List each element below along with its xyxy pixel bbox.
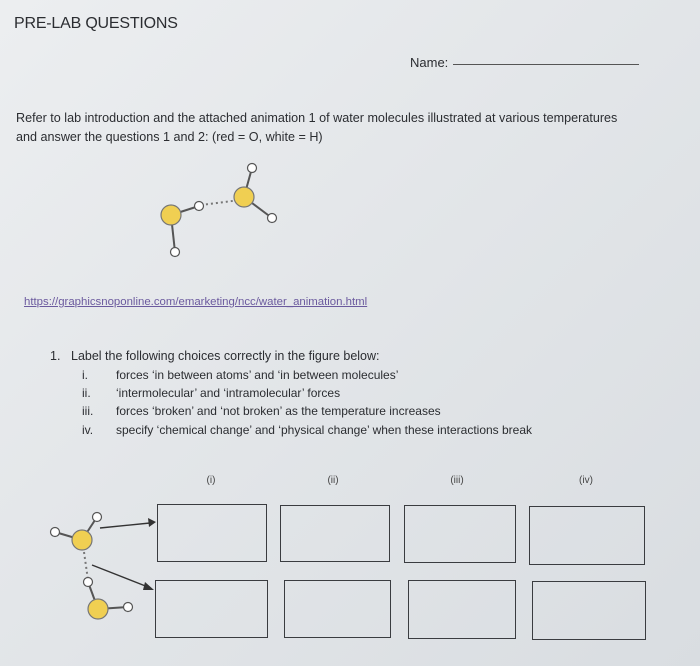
- choice-number: i.: [82, 368, 88, 382]
- pointer-arrows: [92, 518, 156, 590]
- intro-text-line-1: Refer to lab introduction and the attached animation 1 of water molecules illustrated at various temperatures: [16, 111, 618, 125]
- name-label: Name:: [410, 55, 449, 70]
- answer-box-i-bottom[interactable]: [155, 580, 268, 638]
- answer-box-iii-bottom[interactable]: [408, 580, 516, 639]
- answer-box-ii-top[interactable]: [280, 505, 390, 562]
- column-label-ii: (ii): [327, 475, 339, 486]
- molecule-pair-top: [161, 164, 277, 257]
- choice-text: forces ‘in between atoms’ and ‘in between molecules’: [116, 368, 399, 382]
- question-number: 1.: [50, 349, 61, 363]
- choice-text: ‘intermolecular’ and ‘intramolecular’ forces: [116, 386, 341, 400]
- column-label-iii: (iii): [450, 475, 464, 486]
- answer-box-iii-top[interactable]: [404, 505, 516, 563]
- choice-text: specify ‘chemical change’ and ‘physical change’ when these interactions break: [116, 423, 533, 437]
- answer-box-i-top[interactable]: [157, 504, 267, 562]
- question-text: Label the following choices correctly in the figure below:: [71, 349, 380, 363]
- answer-box-ii-bottom[interactable]: [284, 580, 391, 638]
- answer-box-iv-top[interactable]: [529, 506, 645, 565]
- choice-number: iii.: [82, 404, 94, 418]
- answer-box-iv-bottom[interactable]: [532, 581, 646, 640]
- page-title: PRE-LAB QUESTIONS: [14, 15, 178, 32]
- choice-number: ii.: [82, 386, 91, 400]
- intro-text-line-2: and answer the questions 1 and 2: (red = O, white = H): [16, 130, 323, 144]
- choice-text: forces ‘broken’ and ‘not broken’ as the temperature increases: [116, 404, 441, 418]
- choice-number: iv.: [82, 423, 94, 437]
- molecule-pair-bottom: [51, 513, 133, 620]
- column-label-i: (i): [206, 475, 216, 486]
- animation-link[interactable]: https://graphicsnoponline.com/emarketing/ncc/water_animation.html: [24, 296, 368, 308]
- column-label-iv: (iv): [579, 475, 593, 486]
